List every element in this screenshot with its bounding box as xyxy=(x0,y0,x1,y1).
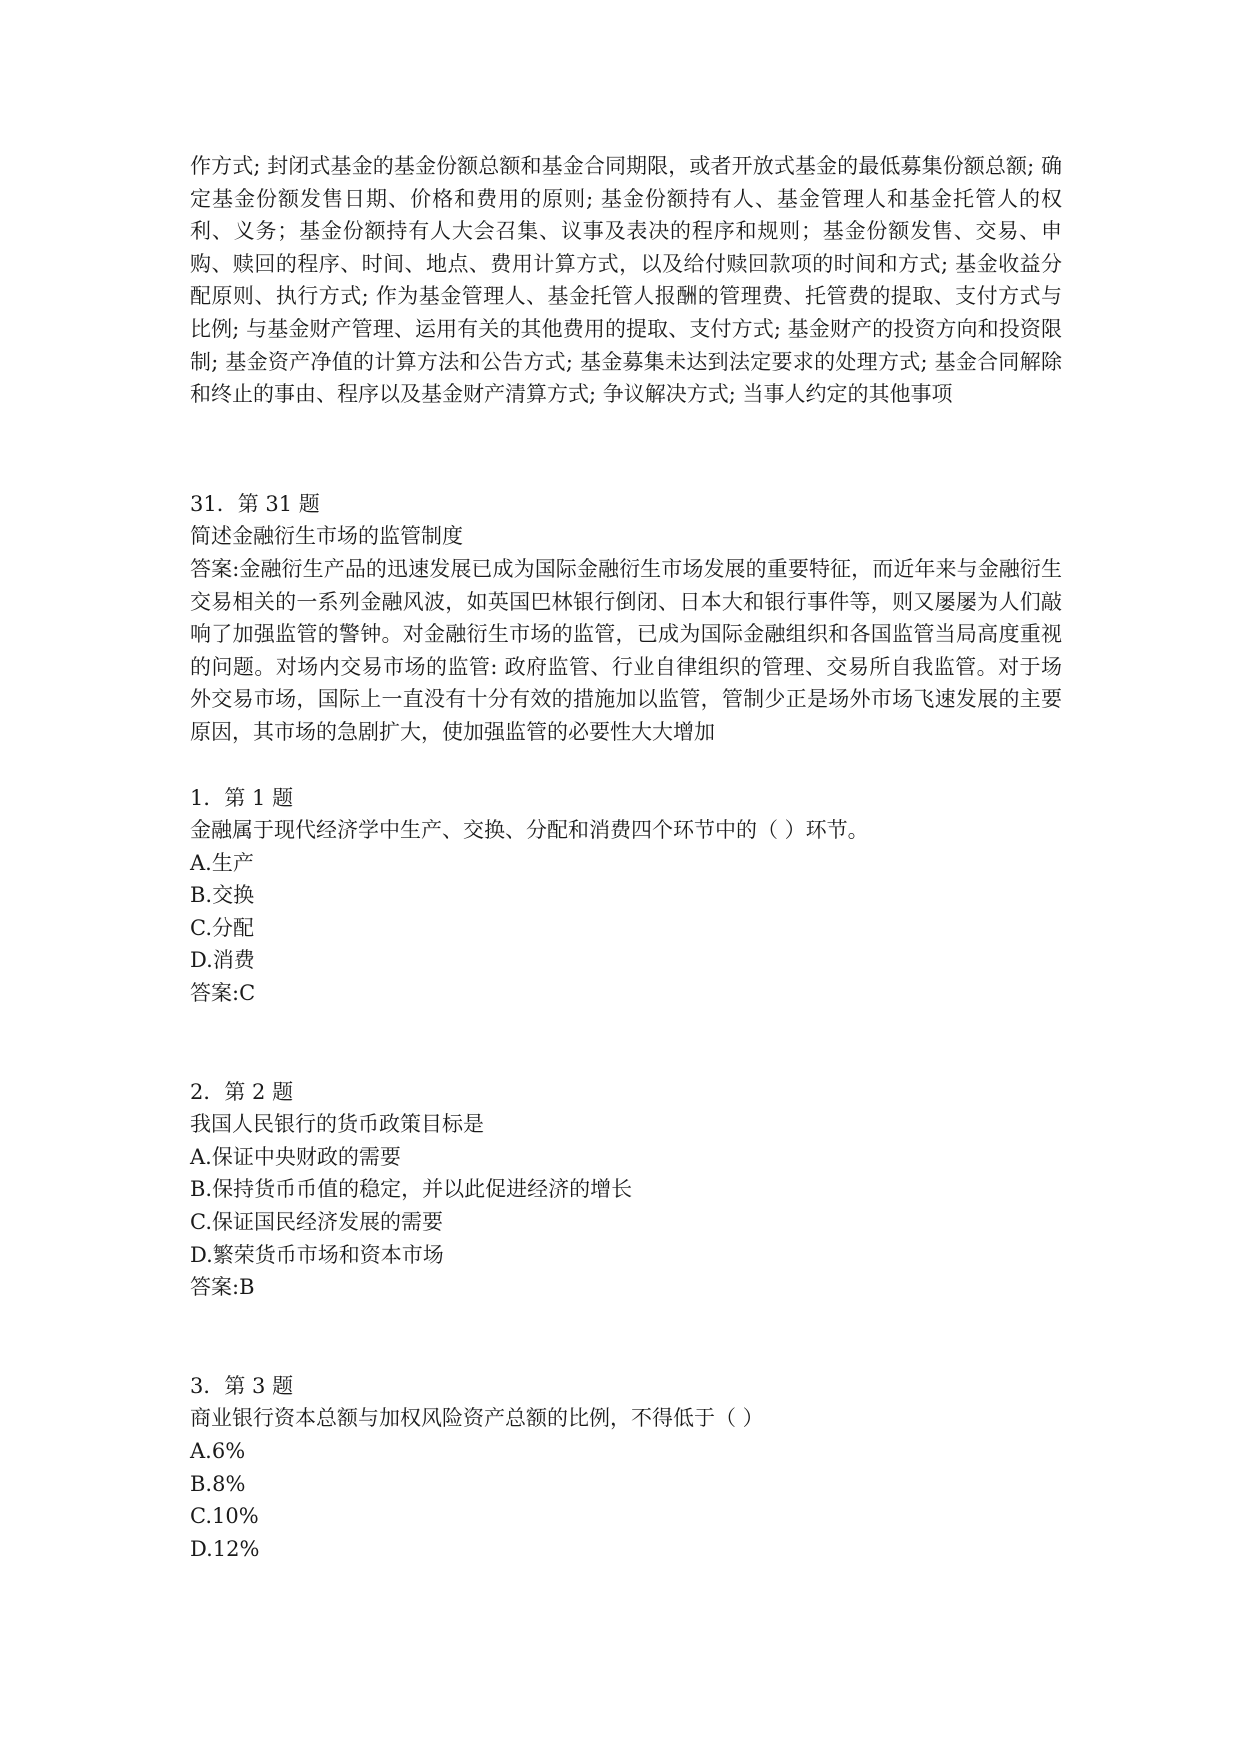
option-b: B.8% xyxy=(190,1471,246,1496)
question-answer: 答案:金融衍生产品的迅速发展已成为国际金融衍生市场发展的重要特征，而近年来与金融衍生交易相关的一系列金融风波，如英国巴林银行倒闭、日本大和银行事件等，则又屡屡为人们敲响了加强监管的警钟。对金融衍生市场的监管，已成为国际金融组织和各国监管当局高度重视的问题。对场内交易市场的监管: 政府监管、行业自律组织的管理、交易所自我监管。对于场外交易市场，国际上一直没有十分有效的措施加以监管，管制少正是场外市场飞速发展的主要原因，其市场的急剧扩大，使加强监管的必要性大大增加 xyxy=(190,556,1062,744)
question-answer: 答案:C xyxy=(190,981,256,1006)
option-d: D.12% xyxy=(190,1536,260,1561)
question-stem: 我国人民银行的货币政策目标是 xyxy=(190,1112,484,1137)
question-2 xyxy=(190,1076,1062,1304)
question-header: 3．第 3 题 xyxy=(190,1373,294,1398)
option-d: D.繁荣货币市场和资本市场 xyxy=(190,1242,444,1267)
option-a: A.6% xyxy=(190,1439,246,1463)
question-header: 2．第 2 题 xyxy=(190,1079,294,1104)
question-stem: 金融属于现代经济学中生产、交换、分配和消费四个环节中的（ ）环节。 xyxy=(190,818,869,843)
option-a: A.保证中央财政的需要 xyxy=(190,1144,401,1169)
option-c: C.分配 xyxy=(190,915,254,940)
option-b: B.保持货币币值的稳定，并以此促进经济的增长 xyxy=(190,1177,633,1202)
continued-paragraph: 作方式; 封闭式基金的基金份额总额和基金合同期限，或者开放式基金的最低募集份额总额; 确定基金份额发售日期、价格和费用的原则; 基金份额持有人、基金管理人和基金托管人的权利、义务；基金份额持有人大会召集、议事及表决的程序和规则；基金份额发售、交易、申购、赎回的程序、时间、地点、费用计算方式，以及给付赎回款项的时间和方式; 基金收益分配原则、执行方式; 作为基金管理人、基金托管人报酬的管理费、托管费的提取、支付方式与比例; 与基金财产管理、运用有关的其他费用的提取、支付方式; 基金财产的投资方向和投资限制; 基金资产净值的计算方法和公告方式; 基金募集未达到法定要求的处理方式; 基金合同解除和终止的事由、程序以及基金财产清算方式; 争议解决方式; 当事人约定的其他事项 xyxy=(190,154,1062,407)
question-stem: 简述金融衍生市场的监管制度 xyxy=(190,524,463,549)
option-c: C.10% xyxy=(190,1504,259,1529)
option-b: B.交换 xyxy=(190,883,255,908)
question-3 xyxy=(190,1370,1062,1566)
question-header: 31．第 31 题 xyxy=(190,491,320,516)
question-answer: 答案:B xyxy=(190,1275,255,1300)
option-d: D.消费 xyxy=(190,948,255,973)
option-c: C.保证国民经济发展的需要 xyxy=(190,1210,443,1235)
question-31 xyxy=(190,488,1062,749)
document-page xyxy=(190,150,1062,1565)
option-a: A.生产 xyxy=(190,850,254,875)
question-stem: 商业银行资本总额与加权风险资产总额的比例，不得低于（ ） xyxy=(190,1406,764,1431)
question-1 xyxy=(190,782,1062,1010)
question-header: 1．第 1 题 xyxy=(190,785,294,810)
